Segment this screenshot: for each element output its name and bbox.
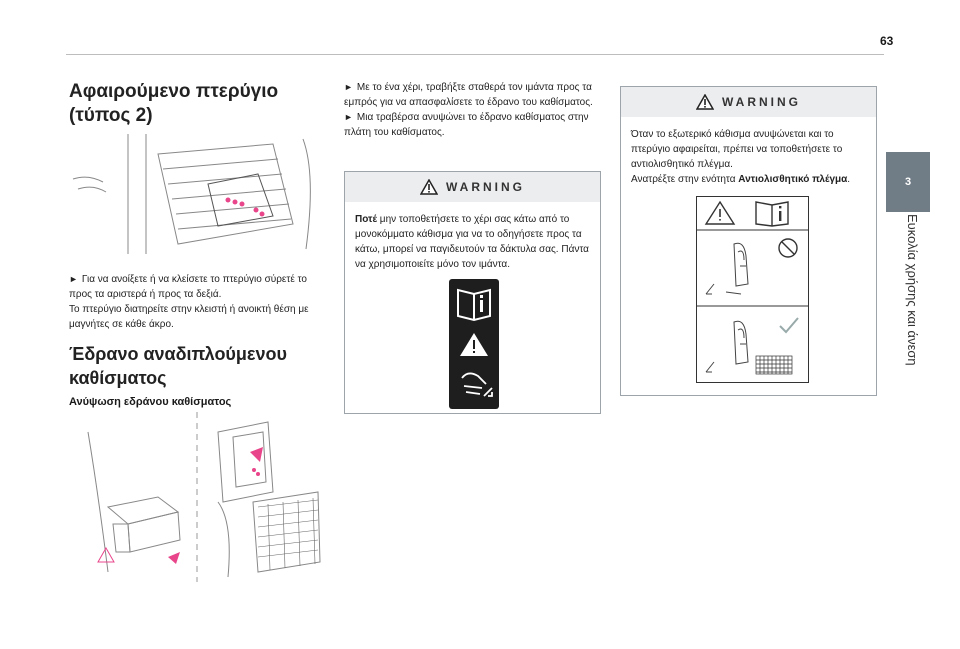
seat-cushion-title: Έδρανο αναδιπλούμενου καθίσματος — [69, 344, 287, 388]
flap-instruction: ► Για να ανοίξετε ή να κλείσετε το πτερύγιο σύρετέ το προς τα αριστερά ή προς τα δεξιά. — [69, 274, 307, 300]
flap-illustration — [68, 134, 323, 254]
chapter-tab[interactable] — [886, 152, 930, 212]
warning-box-hand — [344, 171, 601, 414]
warning-text: Όταν το εξωτερικό κάθισμα ανυψώνεται και το πτερύγιο αφαιρείται, πρέπει να τοποθετήσετε το αντιολισθητικό πλέγμα. Ανατρέξτε στην ενότητα Αντιολισθητικό πλέγμα. — [631, 129, 851, 185]
warning-text: Ποτέ μην τοποθετήσετε το χέρι σας κάτω από το μονοκόμματο κάθισμα για να το οδηγήσετε προς τα κάτω, μπορεί να παγιδευτούν τα δάκτυλα σας. Πάντα να χρησιμοποιείτε μόνο τον ιμάντα. — [355, 214, 589, 270]
flap-title-line1: Αφαιρούμενο πτερύγιο — [69, 81, 279, 102]
column-2 — [344, 80, 602, 140]
page-number: 63 — [880, 34, 894, 48]
flap-magnets-note: Το πτερύγιο διατηρείτε στην κλειστή ή ανοικτή θέση με μαγνήτες σε κάθε άκρο. — [69, 304, 309, 330]
chapter-title: Ευκολία χρήσης και άνεση — [905, 214, 920, 366]
bullet-arrow-icon: ► — [69, 274, 78, 284]
hand-warning-pictogram — [448, 278, 500, 410]
flap-title — [69, 80, 324, 128]
chapter-number: 3 — [904, 176, 912, 188]
warning-header — [345, 172, 600, 202]
warning-label: WARNING — [722, 95, 801, 109]
bullet-arrow-icon: ► — [344, 82, 353, 92]
warning-triangle-icon — [696, 94, 714, 110]
anti-slip-net-pictogram — [696, 196, 809, 383]
warning-box-net — [620, 86, 877, 396]
crossbar-instruction: ► Μια τραβέρσα ανυψώνει το έδρανο καθίσματος στην πλάτη του καθίσματος. — [344, 112, 589, 138]
warning-header — [621, 87, 876, 117]
column-1 — [69, 80, 324, 128]
header-rule — [66, 54, 884, 55]
warning-triangle-icon — [420, 179, 438, 195]
strap-instruction: ► Με το ένα χέρι, τραβήξτε σταθερά τον ιμάντα προς τα εμπρός για να απασφαλίσετε το έδρανο του καθίσματος. — [344, 82, 593, 108]
seat-cushion-illustration — [68, 412, 326, 582]
cushion-raise-subtitle: Ανύψωση εδράνου καθίσματος — [69, 396, 232, 408]
bullet-arrow-icon: ► — [344, 112, 353, 122]
anti-slip-net-link[interactable]: Αντιολισθητικό πλέγμα — [738, 174, 848, 185]
column-1-text — [69, 272, 324, 408]
flap-title-line2: (τύπος 2) — [69, 105, 153, 126]
warning-label: WARNING — [446, 180, 525, 194]
